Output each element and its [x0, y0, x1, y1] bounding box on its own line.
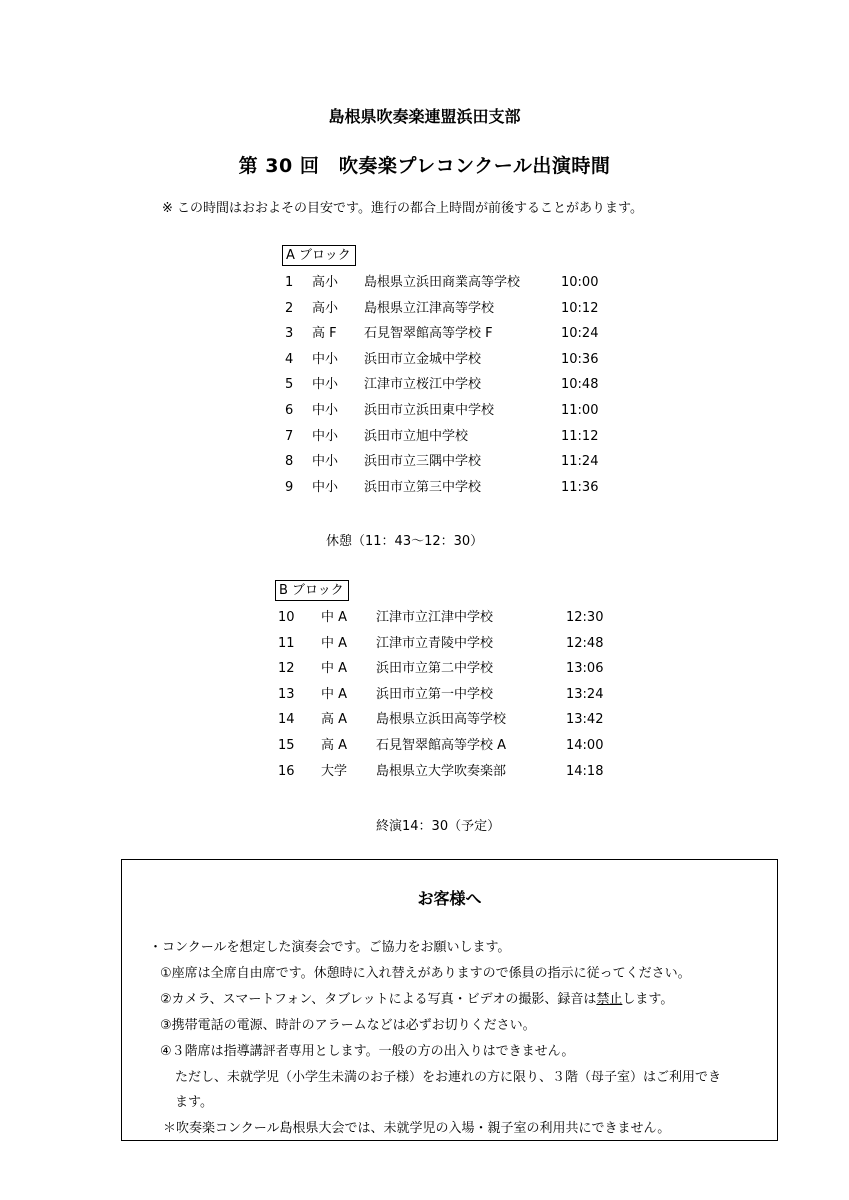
school-name: 浜田市立三隅中学校: [364, 454, 482, 470]
performance-time: 11:36: [561, 479, 599, 495]
entry-number: 16: [278, 763, 295, 779]
notice-title: お客様へ: [417, 889, 482, 908]
schedule-row: [275, 707, 635, 733]
page-title: 第 30 回 吹奏楽プレコンクール出演時間: [238, 155, 611, 177]
school-name: 石見智翠館高等学校 A: [376, 737, 507, 753]
prohibited-emphasis: 禁止: [596, 992, 623, 1007]
schedule-row: [282, 449, 622, 475]
performance-time: 14:00: [566, 737, 604, 753]
entry-number: 3: [285, 326, 294, 342]
performance-time: 11:12: [561, 428, 599, 444]
entry-number: 12: [278, 661, 295, 677]
school-name: 江津市立江津中学校: [376, 610, 494, 625]
school-name: 島根県立大学吹奏楽部: [376, 763, 507, 779]
entry-number: 11: [278, 635, 295, 651]
performance-time: 12:48: [566, 635, 604, 651]
notice-footnote: ＊吹奏楽コンクール島根県大会では、未就学児の入場・親子室の利用共にできません。: [163, 1121, 671, 1136]
schedule-row: [282, 475, 622, 501]
school-name: 浜田市立第二中学校: [376, 661, 494, 677]
performance-time: 14:18: [566, 763, 604, 779]
school-name: 江津市立桜江中学校: [364, 377, 482, 393]
schedule-row: [282, 270, 622, 296]
notice-intro: ・コンクールを想定した演奏会です。ご協力をお願いします。: [149, 940, 511, 955]
schedule-row: [275, 759, 635, 785]
performance-time: 13:42: [566, 712, 604, 728]
entry-number: 9: [285, 479, 294, 495]
school-name: 島根県立浜田商業高等学校: [364, 275, 521, 290]
block-a-label: A ブロック: [282, 245, 356, 266]
entry-category: 高 A: [321, 737, 348, 753]
school-name: 浜田市立第三中学校: [364, 479, 482, 495]
schedule-row: [282, 321, 622, 347]
school-name: 浜田市立旭中学校: [364, 428, 469, 444]
entry-category: 中 A: [321, 686, 348, 702]
performance-time: 10:36: [561, 351, 599, 367]
entry-number: 7: [285, 428, 294, 444]
entry-category: 高小: [312, 300, 339, 316]
performance-time: 11:24: [561, 454, 599, 470]
entry-number: 14: [278, 712, 295, 728]
school-name: 浜田市立第一中学校: [376, 686, 494, 702]
schedule-row: [282, 296, 622, 322]
performance-time: 11:00: [561, 402, 599, 418]
schedule-row: [282, 424, 622, 450]
schedule-row: [275, 605, 635, 631]
entry-number: 1: [285, 275, 294, 290]
end-time: 終演14：30（予定）: [376, 819, 501, 834]
schedule-row: [282, 347, 622, 373]
entry-category: 高 A: [321, 712, 348, 728]
entry-number: 15: [278, 737, 295, 753]
performance-time: 13:24: [566, 686, 604, 702]
entry-category: 高小: [312, 275, 339, 290]
school-name: 浜田市立金城中学校: [364, 351, 482, 367]
block-a-table: [282, 270, 622, 500]
entry-category: 中 A: [321, 635, 348, 651]
schedule-row: [282, 372, 622, 398]
organization-name: 島根県吹奏楽連盟浜田支部: [328, 107, 521, 126]
entry-number: 6: [285, 402, 294, 418]
performance-time: 10:00: [561, 275, 599, 290]
performance-time: 10:12: [561, 300, 599, 316]
school-name: 島根県立浜田高等学校: [376, 712, 507, 728]
school-name: 江津市立青陵中学校: [376, 635, 494, 651]
notice-item-1: ①座席は全席自由席です。休憩時に入れ替えがありますので係員の指示に従ってください。: [160, 966, 691, 981]
timing-note: ※ この時間はおおよその目安です。進行の都合上時間が前後することがあります。: [162, 201, 643, 216]
entry-number: 13: [278, 686, 295, 702]
schedule-row: [282, 398, 622, 424]
schedule-row: [275, 656, 635, 682]
notice-item-3: ③携帯電話の電源、時計のアラームなどは必ずお切りください。: [160, 1018, 536, 1033]
performance-time: 10:48: [561, 377, 599, 393]
schedule-row: [275, 631, 635, 657]
notice-item-4-cont2: ます。: [175, 1095, 213, 1110]
performance-time: 10:24: [561, 326, 599, 342]
school-name: 石見智翠館高等学校 F: [364, 326, 493, 342]
entry-number: 4: [285, 351, 294, 367]
entry-number: 10: [278, 610, 295, 625]
entry-category: 中小: [312, 454, 339, 470]
schedule-row: [275, 682, 635, 708]
school-name: 島根県立江津高等学校: [364, 300, 495, 316]
entry-category: 中小: [312, 479, 339, 495]
block-b-label: B ブロック: [275, 580, 349, 601]
entry-category: 中小: [312, 428, 339, 444]
notice-item-4: ④３階席は指導講評者専用とします。一般の方の出入りはできません。: [160, 1044, 575, 1059]
entry-category: 中小: [312, 377, 339, 393]
entry-category: 中小: [312, 351, 339, 367]
entry-number: 5: [285, 377, 294, 393]
performance-time: 13:06: [566, 661, 604, 677]
notice-box: [121, 859, 778, 1141]
notice-item-2: ②カメラ、スマートフォン、タブレットによる写真・ビデオの撮影、録音は禁止します。: [160, 992, 674, 1007]
break-time: 休憩（11：43～12：30）: [326, 534, 484, 549]
entry-category: 大学: [321, 763, 348, 779]
entry-category: 中 A: [321, 610, 348, 625]
entry-category: 中 A: [321, 661, 348, 677]
entry-number: 8: [285, 454, 294, 470]
entry-category: 中小: [312, 402, 339, 418]
block-b-table: [275, 605, 635, 784]
notice-item-4-cont: ただし、未就学児（小学生未満のお子様）をお連れの方に限り、３階（母子室）はご利用でき: [175, 1070, 722, 1085]
entry-number: 2: [285, 300, 294, 316]
performance-time: 12:30: [566, 610, 604, 625]
school-name: 浜田市立浜田東中学校: [364, 402, 495, 418]
schedule-row: [275, 733, 635, 759]
entry-category: 高 F: [312, 326, 337, 342]
